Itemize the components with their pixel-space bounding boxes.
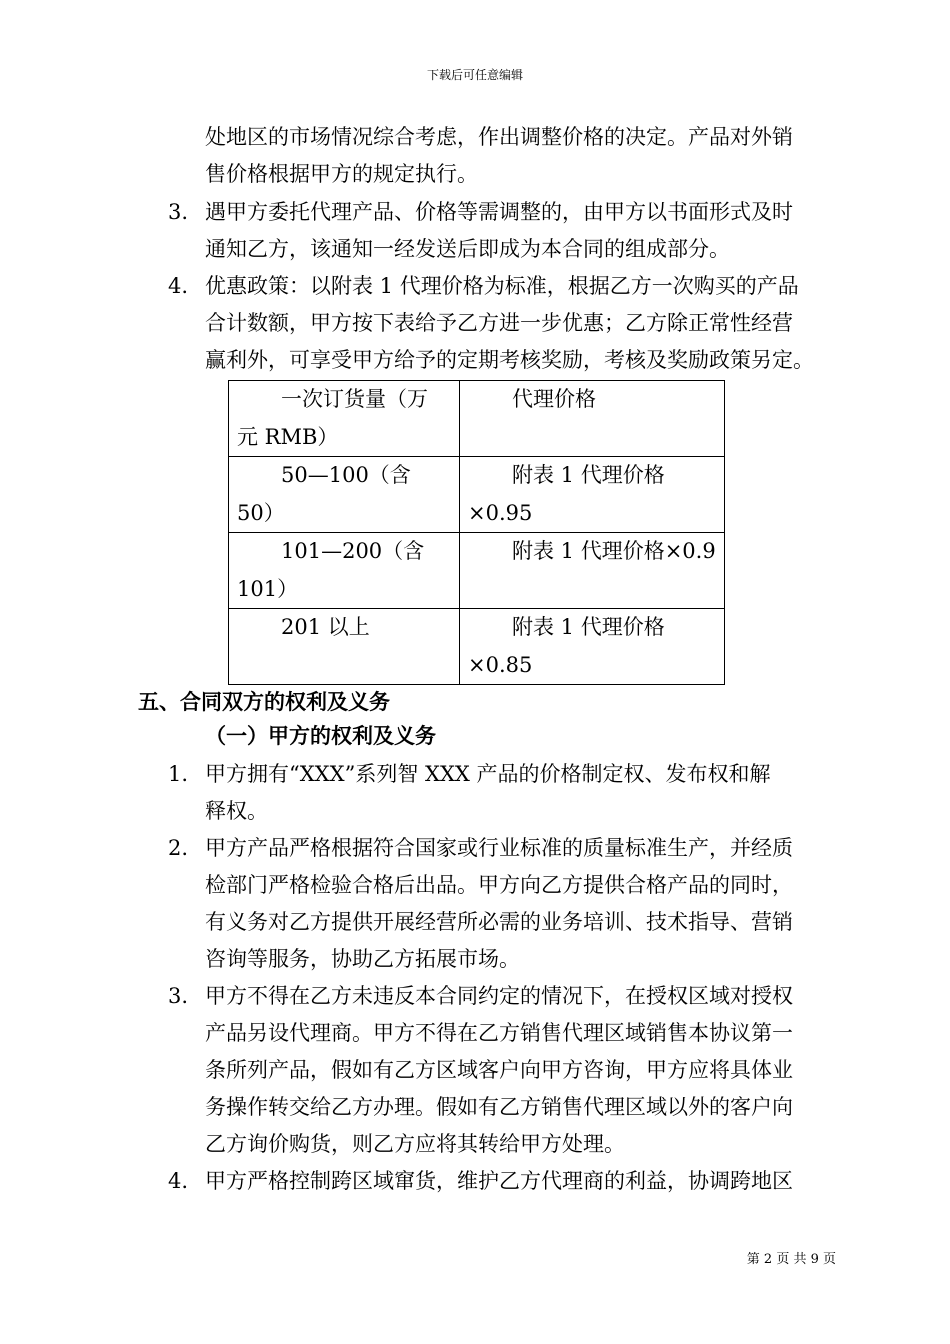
table-row: [229, 457, 725, 533]
list-number: 1.: [168, 762, 189, 786]
table-cell: [229, 457, 460, 533]
table-header-row: [229, 381, 725, 457]
cell-text: 201 以上: [281, 615, 370, 639]
list-item-line: 产品另设代理商。甲方不得在乙方销售代理区域销售本协议第一: [205, 1021, 793, 1045]
paragraph-line: 处地区的市场情况综合考虑，作出调整价格的决定。产品对外销: [205, 125, 793, 149]
cell-text: 代理价格: [512, 387, 596, 411]
cell-text: 50—100（含: [281, 463, 411, 487]
page-header: 下载后可任意编辑: [426, 68, 523, 82]
list-number: 4.: [168, 274, 189, 298]
list-item-line: 甲方严格控制跨区域窜货，维护乙方代理商的利益，协调跨地区: [205, 1169, 793, 1193]
list-number: 3.: [168, 984, 189, 1008]
list-item-line: 赢利外，可享受甲方给予的定期考核奖励，考核及奖励政策另定。: [205, 348, 814, 372]
list-item-line: 遇甲方委托代理产品、价格等需调整的，由甲方以书面形式及时: [205, 200, 793, 224]
list-item-line: 合计数额，甲方按下表给予乙方进一步优惠；乙方除正常性经营: [205, 311, 793, 335]
list-number: 2.: [168, 836, 189, 860]
table-cell: [229, 533, 460, 609]
cell-text: 50）: [237, 500, 285, 525]
cell-text: 一次订货量（万: [281, 387, 428, 411]
list-item-line: 通知乙方，该通知一经发送后即成为本合同的组成部分。: [205, 237, 730, 261]
list-item-line: 咨询等服务，协助乙方拓展市场。: [205, 947, 520, 971]
table-row: [229, 533, 725, 609]
section-heading: 五、合同双方的权利及义务: [138, 689, 390, 714]
list-item-line: 条所列产品，假如有乙方区域客户向甲方咨询，甲方应将具体业: [205, 1058, 793, 1082]
cell-text: 101—200（含: [281, 539, 425, 563]
cell-text: 101）: [237, 576, 299, 601]
list-number: 3.: [168, 200, 189, 224]
list-item-line: 有义务对乙方提供开展经营所必需的业务培训、技术指导、营销: [205, 910, 793, 934]
cell-text: ×0.95: [468, 500, 533, 525]
page-footer: 第 2 页 共 9 页: [746, 1252, 836, 1267]
list-item-line: 甲方拥有“XXX”系列智 XXX 产品的价格制定权、发布权和解: [205, 762, 771, 786]
list-item-line: 释权。: [205, 799, 268, 823]
cell-text: 元 RMB）: [237, 424, 339, 449]
list-item-line: 甲方产品严格根据符合国家或行业标准的质量标准生产，并经质: [205, 836, 793, 860]
table-cell: [460, 533, 725, 609]
table-cell: [460, 609, 725, 685]
table-cell: [229, 609, 460, 685]
subsection-heading: （一）甲方的权利及义务: [205, 723, 436, 748]
cell-text: ×0.85: [468, 652, 533, 677]
table-cell: [460, 381, 725, 457]
list-item-line: 优惠政策：以附表 1 代理价格为标准，根据乙方一次购买的产品: [205, 274, 799, 298]
table-row: [229, 609, 725, 685]
discount-table: [228, 380, 725, 685]
paragraph-line: 售价格根据甲方的规定执行。: [205, 162, 478, 186]
list-item-line: 务操作转交给乙方办理。假如有乙方销售代理区域以外的客户向: [205, 1095, 793, 1119]
list-item-line: 甲方不得在乙方未违反本合同约定的情况下，在授权区域对授权: [205, 984, 793, 1008]
table-cell: [229, 381, 460, 457]
cell-text: 附表 1 代理价格: [512, 615, 665, 639]
cell-text: 附表 1 代理价格: [512, 463, 665, 487]
list-number: 4.: [168, 1169, 189, 1193]
list-item-line: 乙方询价购货，则乙方应将其转给甲方处理。: [205, 1132, 625, 1156]
list-item-line: 检部门严格检验合格后出品。甲方向乙方提供合格产品的同时，: [205, 873, 793, 897]
table-cell: [460, 457, 725, 533]
cell-text: 附表 1 代理价格×0.9: [512, 539, 716, 563]
